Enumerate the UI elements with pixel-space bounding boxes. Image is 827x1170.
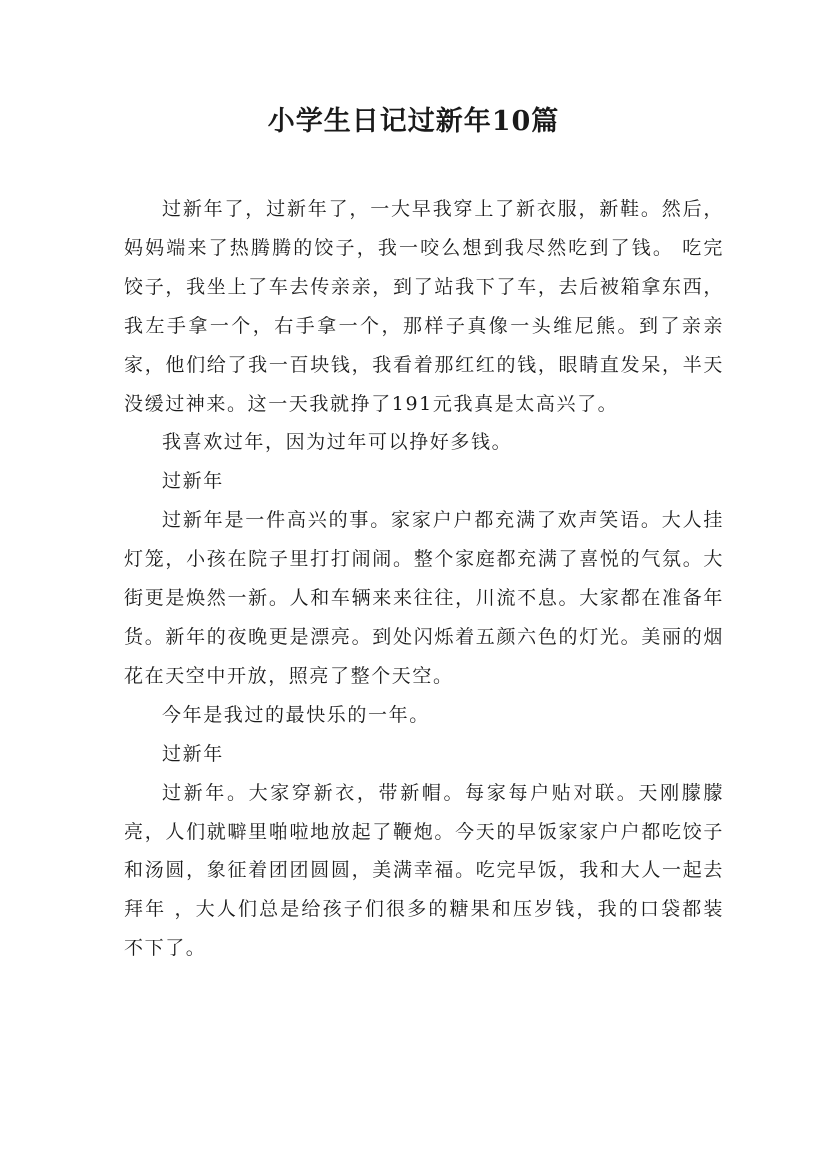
section-heading-2: 过新年 — [162, 742, 224, 765]
paragraph-1: 过新年了，过新年了，一大早我穿上了新衣服，新鞋。然后，妈妈端来了热腾腾的饺子，我一咬么想到我尽然吃到了钱。 吃完饺子，我坐上了车去传亲亲，到了站我下了车，去后被箱拿东西，我左手拿一个，右手拿一个，那样子真像一头维尼熊。到了亲亲家，他们给了我一百块钱，我看着那红红的钱，眼睛直发呆，半天没缓过神来。这一天我就挣了191元我真是太高兴了。 — [124, 198, 724, 415]
paragraph-4: 今年是我过的最快乐的一年。 — [162, 703, 430, 726]
paragraph-3: 过新年是一件高兴的事。家家户户都充满了欢声笑语。大人挂灯笼，小孩在院子里打打闹闹。整个家庭都充满了喜悦的气氛。大街更是焕然一新。人和车辆来来往往，川流不息。大家都在准备年货。新年的夜晚更是漂亮。到处闪烁着五颜六色的灯光。美丽的烟花在天空中开放，照亮了整个天空。 — [124, 509, 724, 687]
document-body — [124, 190, 724, 968]
paragraph-2: 我喜欢过年，因为过年可以挣好多钱。 — [162, 431, 513, 454]
paragraph-5: 过新年。大家穿新衣，带新帽。每家每户贴对联。天刚朦朦亮，人们就噼里啪啦地放起了鞭炮。今天的早饭家家户户都吃饺子和汤圆，象征着团团圆圆，美满幸福。吃完早饭，我和大人一起去拜年 ，大人们总是给孩子们很多的糖果和压岁钱，我的口袋都装不下了。 — [124, 781, 724, 960]
section-heading-1: 过新年 — [162, 470, 224, 493]
document-title: 小学生日记过新年10篇 — [267, 106, 560, 137]
